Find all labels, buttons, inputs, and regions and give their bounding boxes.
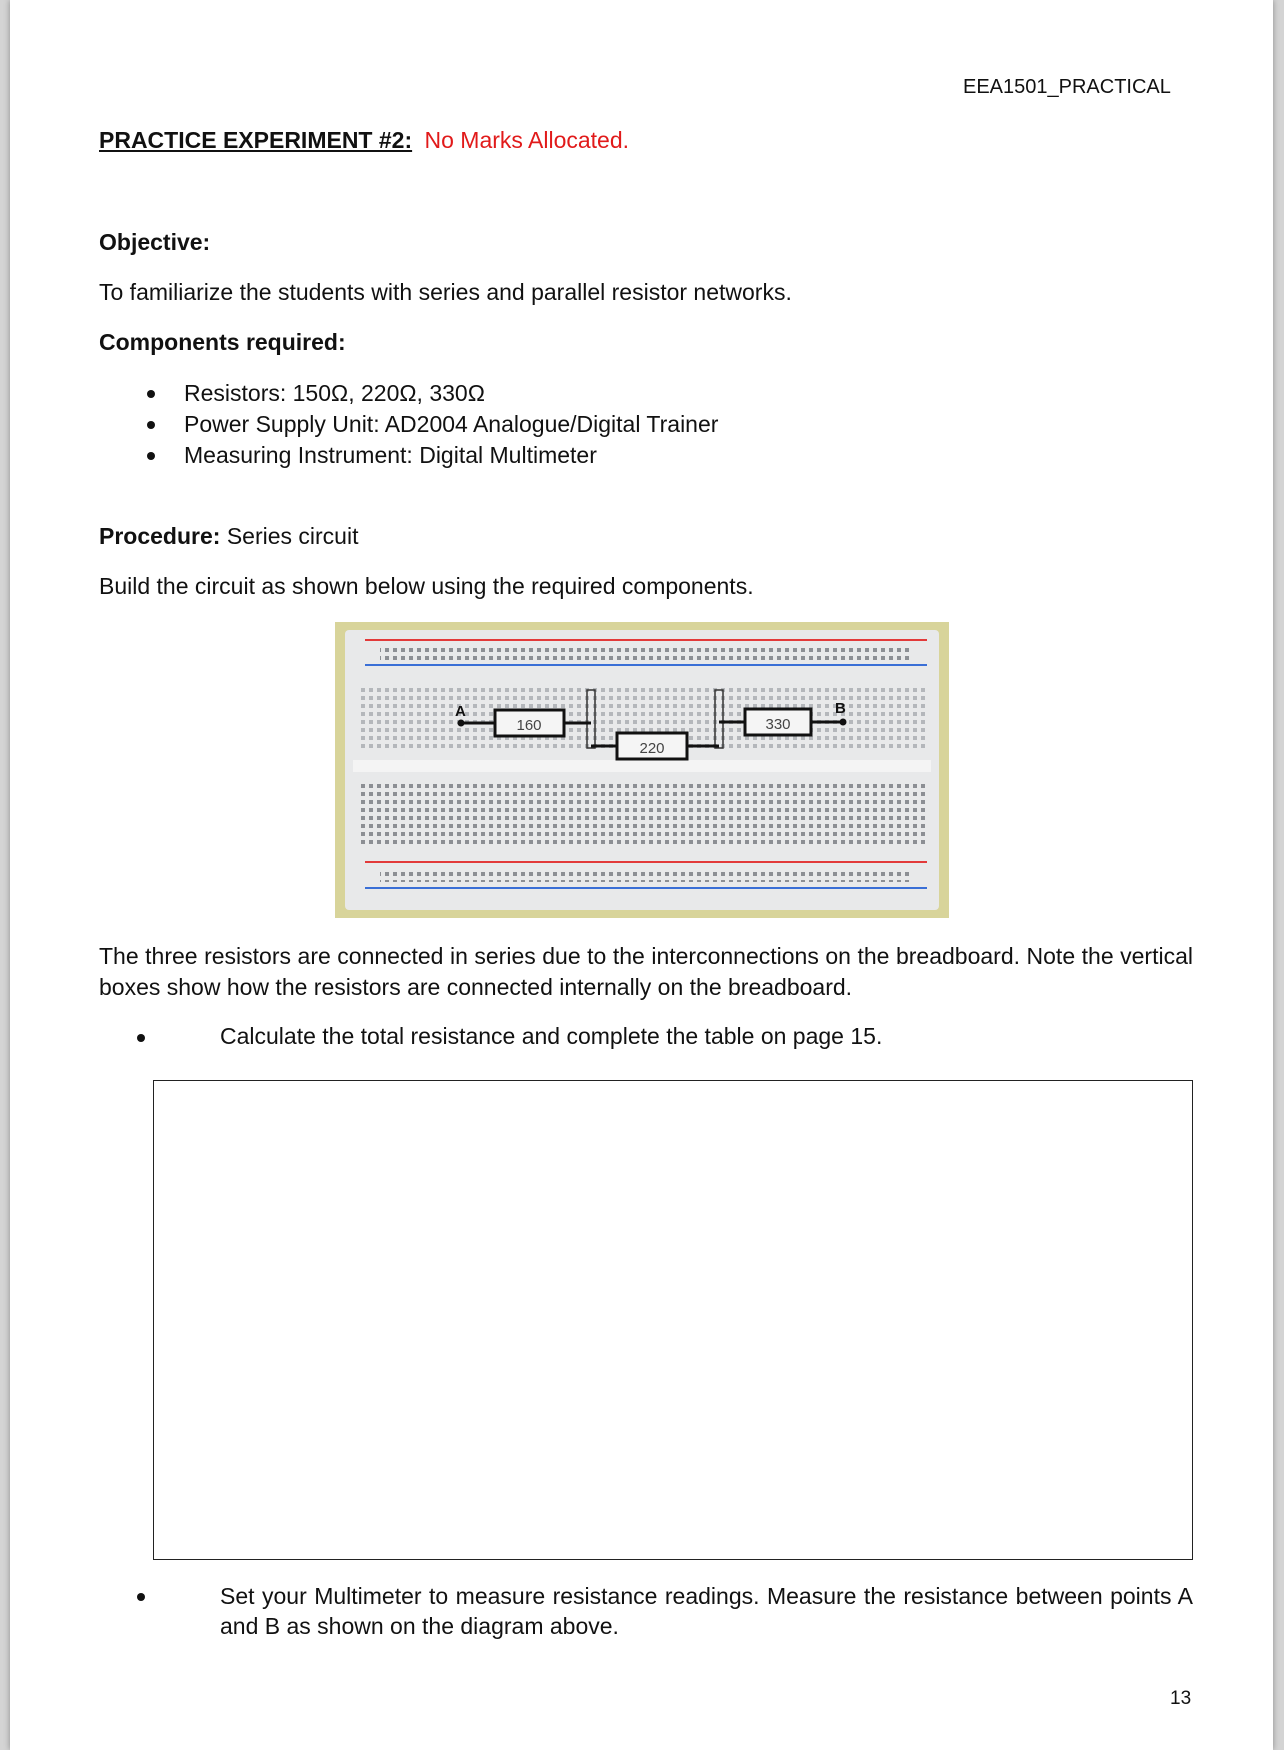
procedure-instruction: Build the circuit as shown below using the required components. xyxy=(99,573,754,599)
step-calculate: Calculate the total resistance and complete the table on page 15. xyxy=(220,1023,883,1049)
components-list xyxy=(140,378,718,471)
breadboard-circuit-figure xyxy=(335,622,949,918)
point-b-label: B xyxy=(835,700,846,717)
marks-note: No Marks Allocated. xyxy=(424,127,630,153)
bottom-rail-holes xyxy=(380,868,910,882)
answer-box[interactable] xyxy=(153,1080,1193,1560)
center-channel xyxy=(353,760,931,772)
list-item: Power Supply Unit: AD2004 Analogue/Digital Trainer xyxy=(140,409,718,440)
list-item: Resistors: 150Ω, 220Ω, 330Ω xyxy=(140,378,718,409)
resistor-1-label: 160 xyxy=(516,717,542,734)
point-a-node xyxy=(458,720,465,727)
step-measure: Set your Multimeter to measure resistance readings. Measure the resistance between points A and B as shown on the diagram above. xyxy=(220,1583,1193,1639)
top-rail-holes xyxy=(380,646,910,660)
components-heading: Components required: xyxy=(99,329,346,355)
objective-heading: Objective: xyxy=(99,229,211,255)
step-bullet xyxy=(137,1593,145,1601)
step-bullet xyxy=(137,1034,145,1042)
lower-terminal-holes xyxy=(357,780,927,844)
list-item: Measuring Instrument: Digital Multimeter xyxy=(140,440,718,471)
procedure-heading: Procedure: xyxy=(99,523,221,549)
experiment-title xyxy=(99,127,629,154)
resistor-3-label: 330 xyxy=(765,716,791,733)
procedure-subheading: Series circuit xyxy=(226,523,359,549)
resistor-2-label: 220 xyxy=(639,740,665,757)
procedure-line xyxy=(99,523,358,550)
point-a-label: A xyxy=(455,703,466,720)
point-b-node xyxy=(840,719,847,726)
circuit-description: The three resistors are connected in series due to the interconnections on the breadboard. Note the vertical boxes show how the resistors are connected internally on the breadboard. xyxy=(99,943,1193,1000)
objective-text: To familiarize the students with series and parallel resistor networks. xyxy=(99,279,792,305)
experiment-title-label: PRACTICE EXPERIMENT #2: xyxy=(99,127,413,153)
page-number: 13 xyxy=(1170,1688,1192,1709)
course-code-header: EEA1501_PRACTICAL xyxy=(963,76,1171,98)
document-page xyxy=(10,0,1273,1750)
